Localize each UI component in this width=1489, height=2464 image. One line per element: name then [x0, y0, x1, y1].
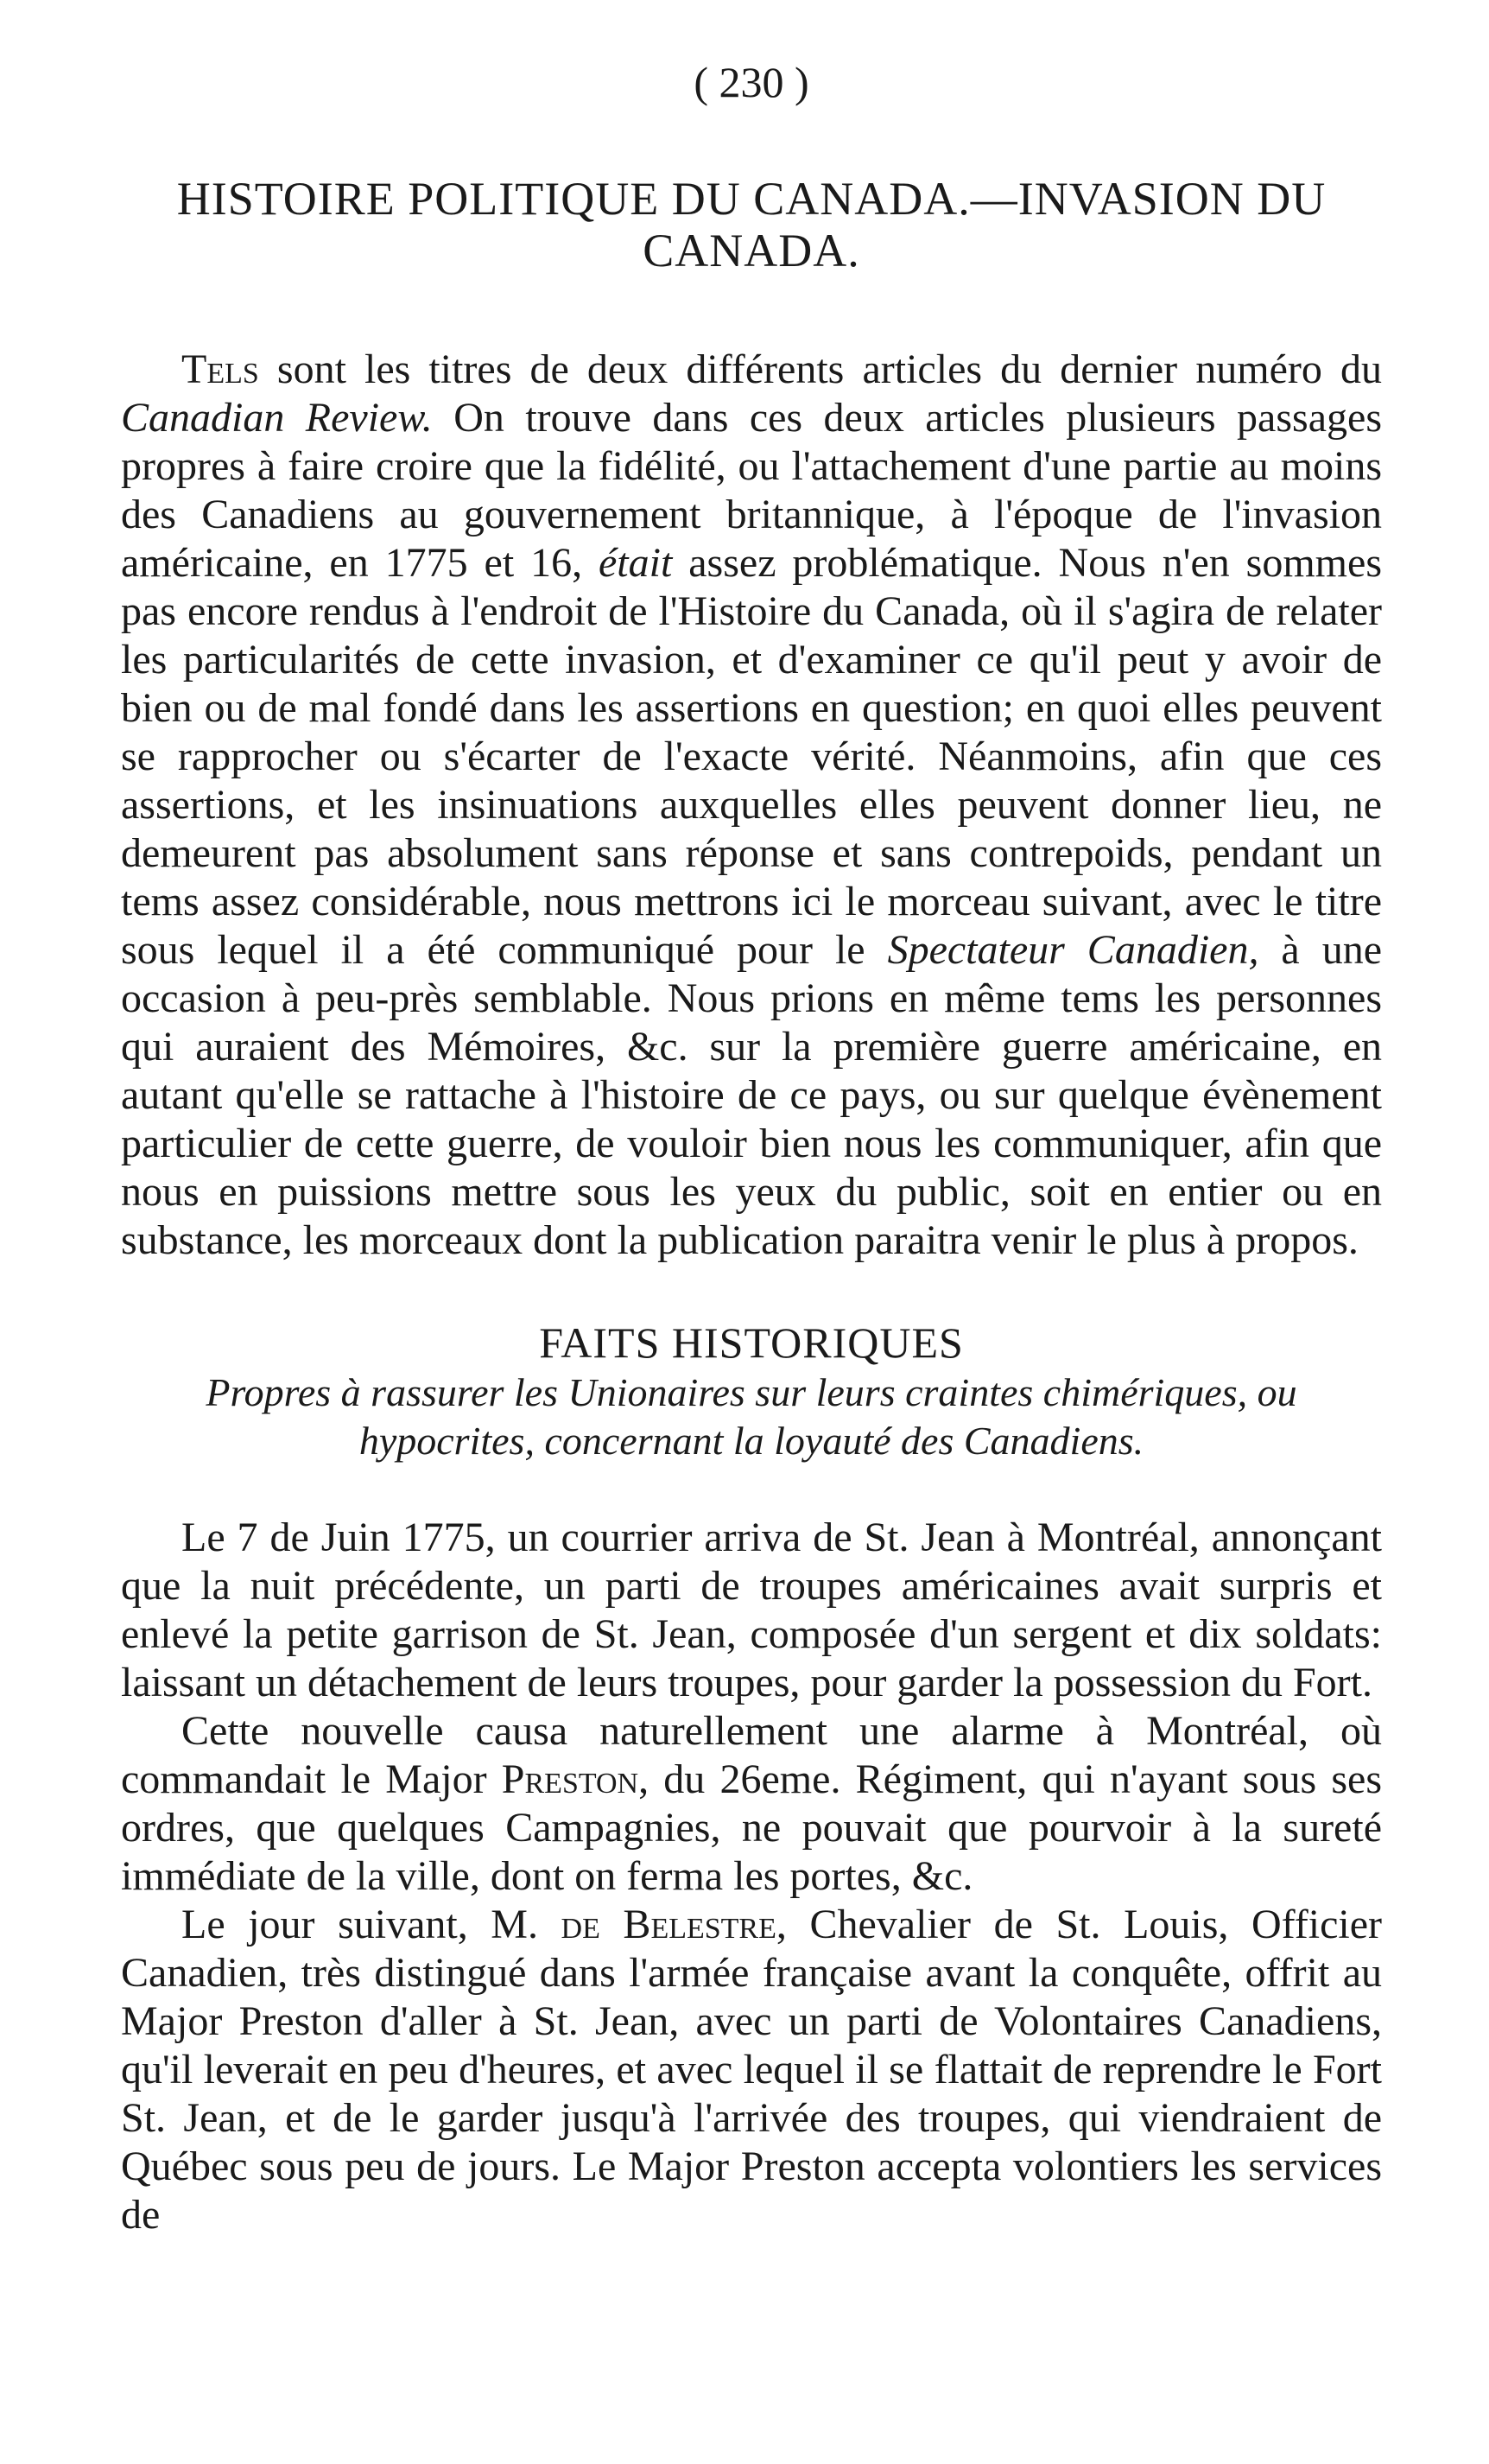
document-page — [121, 52, 1382, 2239]
spectateur-name: Spectateur Canadien, — [887, 927, 1259, 973]
p2-text-b: , du 26eme. Régiment, qui n'ayant sous ses ordres, que quelques Campagnies, ne pouvait que pourvoir à la sureté immédiate de la ville, dont on ferma les portes, &c. — [121, 1756, 1383, 1899]
p3-text-a: Le jour suivant, M. — [181, 1902, 561, 1947]
section-subtitle: Propres à rassurer les Unionaires sur leurs craintes chimériques, ou hypocrites, concernant la loyauté des Canadiens. — [206, 1370, 1297, 1463]
review-name: Canadian Review. — [121, 395, 433, 441]
body-paragraph-2 — [121, 1707, 1382, 1901]
section-title: FAITS HISTORIQUES — [539, 1318, 964, 1367]
page-title: HISTOIRE POLITIQUE DU CANADA.—INVASION DU CANADA. — [176, 173, 1327, 276]
p2-text-a: Cette nouvelle causa naturellement une alarme à Montréal, où commandait le Major — [121, 1708, 1382, 1802]
intro-paragraph — [121, 346, 1382, 1265]
body-paragraph-1: Le 7 de Juin 1775, un courrier arriva de St. Jean à Montréal, annonçant que la nuit précédente, un parti de troupes américaines avait surpris et enlevé la petite garrison de St. Jean, composée d'un sergent et dix soldats: laissant un détachement de leurs troupes, pour garder la possession du Fort. — [121, 1515, 1382, 1705]
intro-etait: était — [599, 540, 673, 586]
intro-text-3: assez problématique. Nous n'en sommes pas encore rendus à l'endroit de l'Histoire du Canada, où il s'agira de relater les particularités de cette invasion, et d'examiner ce qu'il peut y avoir de bien ou de mal fondé dans les assertions en question; en quoi elles peuvent se rapprocher ou s'écarter de l'exacte vérité. Néanmoins, afin que ces assertions, et les insinuations auxquelles elles peuvent donner lieu, ne demeurent pas absolument sans réponse et sans contrepoids, pendant un tems assez considérable, nous mettrons ici le morceau suivant, avec le titre sous lequel il a été communiqué pour le — [121, 540, 1382, 973]
page-number: ( 230 ) — [694, 58, 809, 106]
intro-text-2: On trouve dans ces deux articles plusieurs passages propres à faire croire que la fidélité, ou l'attachement d'une partie au moins des Canadiens au gouvernement britannique, à l'époque de l'invasion américaine, en 1775 et 16, — [121, 395, 1382, 586]
intro-text-1: sont les titres de deux différents articles du dernier numéro du — [258, 346, 1382, 392]
p3-text-b: , Chevalier de St. Louis, Officier Canadien, très distingué dans l'armée française avant la conquête, offrit au Major Preston d'aller à St. Jean, avec un parti de Volontaires Canadiens, qu'il leverait en peu d'heures, et avec lequel il se flattait de reprendre le Fort St. Jean, et de le garder jusqu'à l'arrivée des troupes, qui viendraient de Québec sous peu de jours. Le Major Preston accepta volontiers les services de — [121, 1902, 1382, 2238]
intro-text-4: à une occasion à peu-près semblable. Nous prions en même tems les personnes qui auraient des Mémoires, &c. sur la première guerre américaine, en autant qu'elle se rattache à l'histoire de ce pays, ou sur quelque évènement particulier de cette guerre, de vouloir bien nous les communiquer, afin que nous en puissions mettre sous les yeux du public, soit en entier ou en substance, les morceaux dont la publication paraitra venir le plus à propos. — [121, 927, 1382, 1263]
p3-name: de Belestre — [561, 1902, 776, 1947]
intro-lead-word: Tels — [181, 346, 259, 392]
p2-name: Preston — [501, 1756, 639, 1802]
body-paragraph-3 — [121, 1901, 1382, 2239]
